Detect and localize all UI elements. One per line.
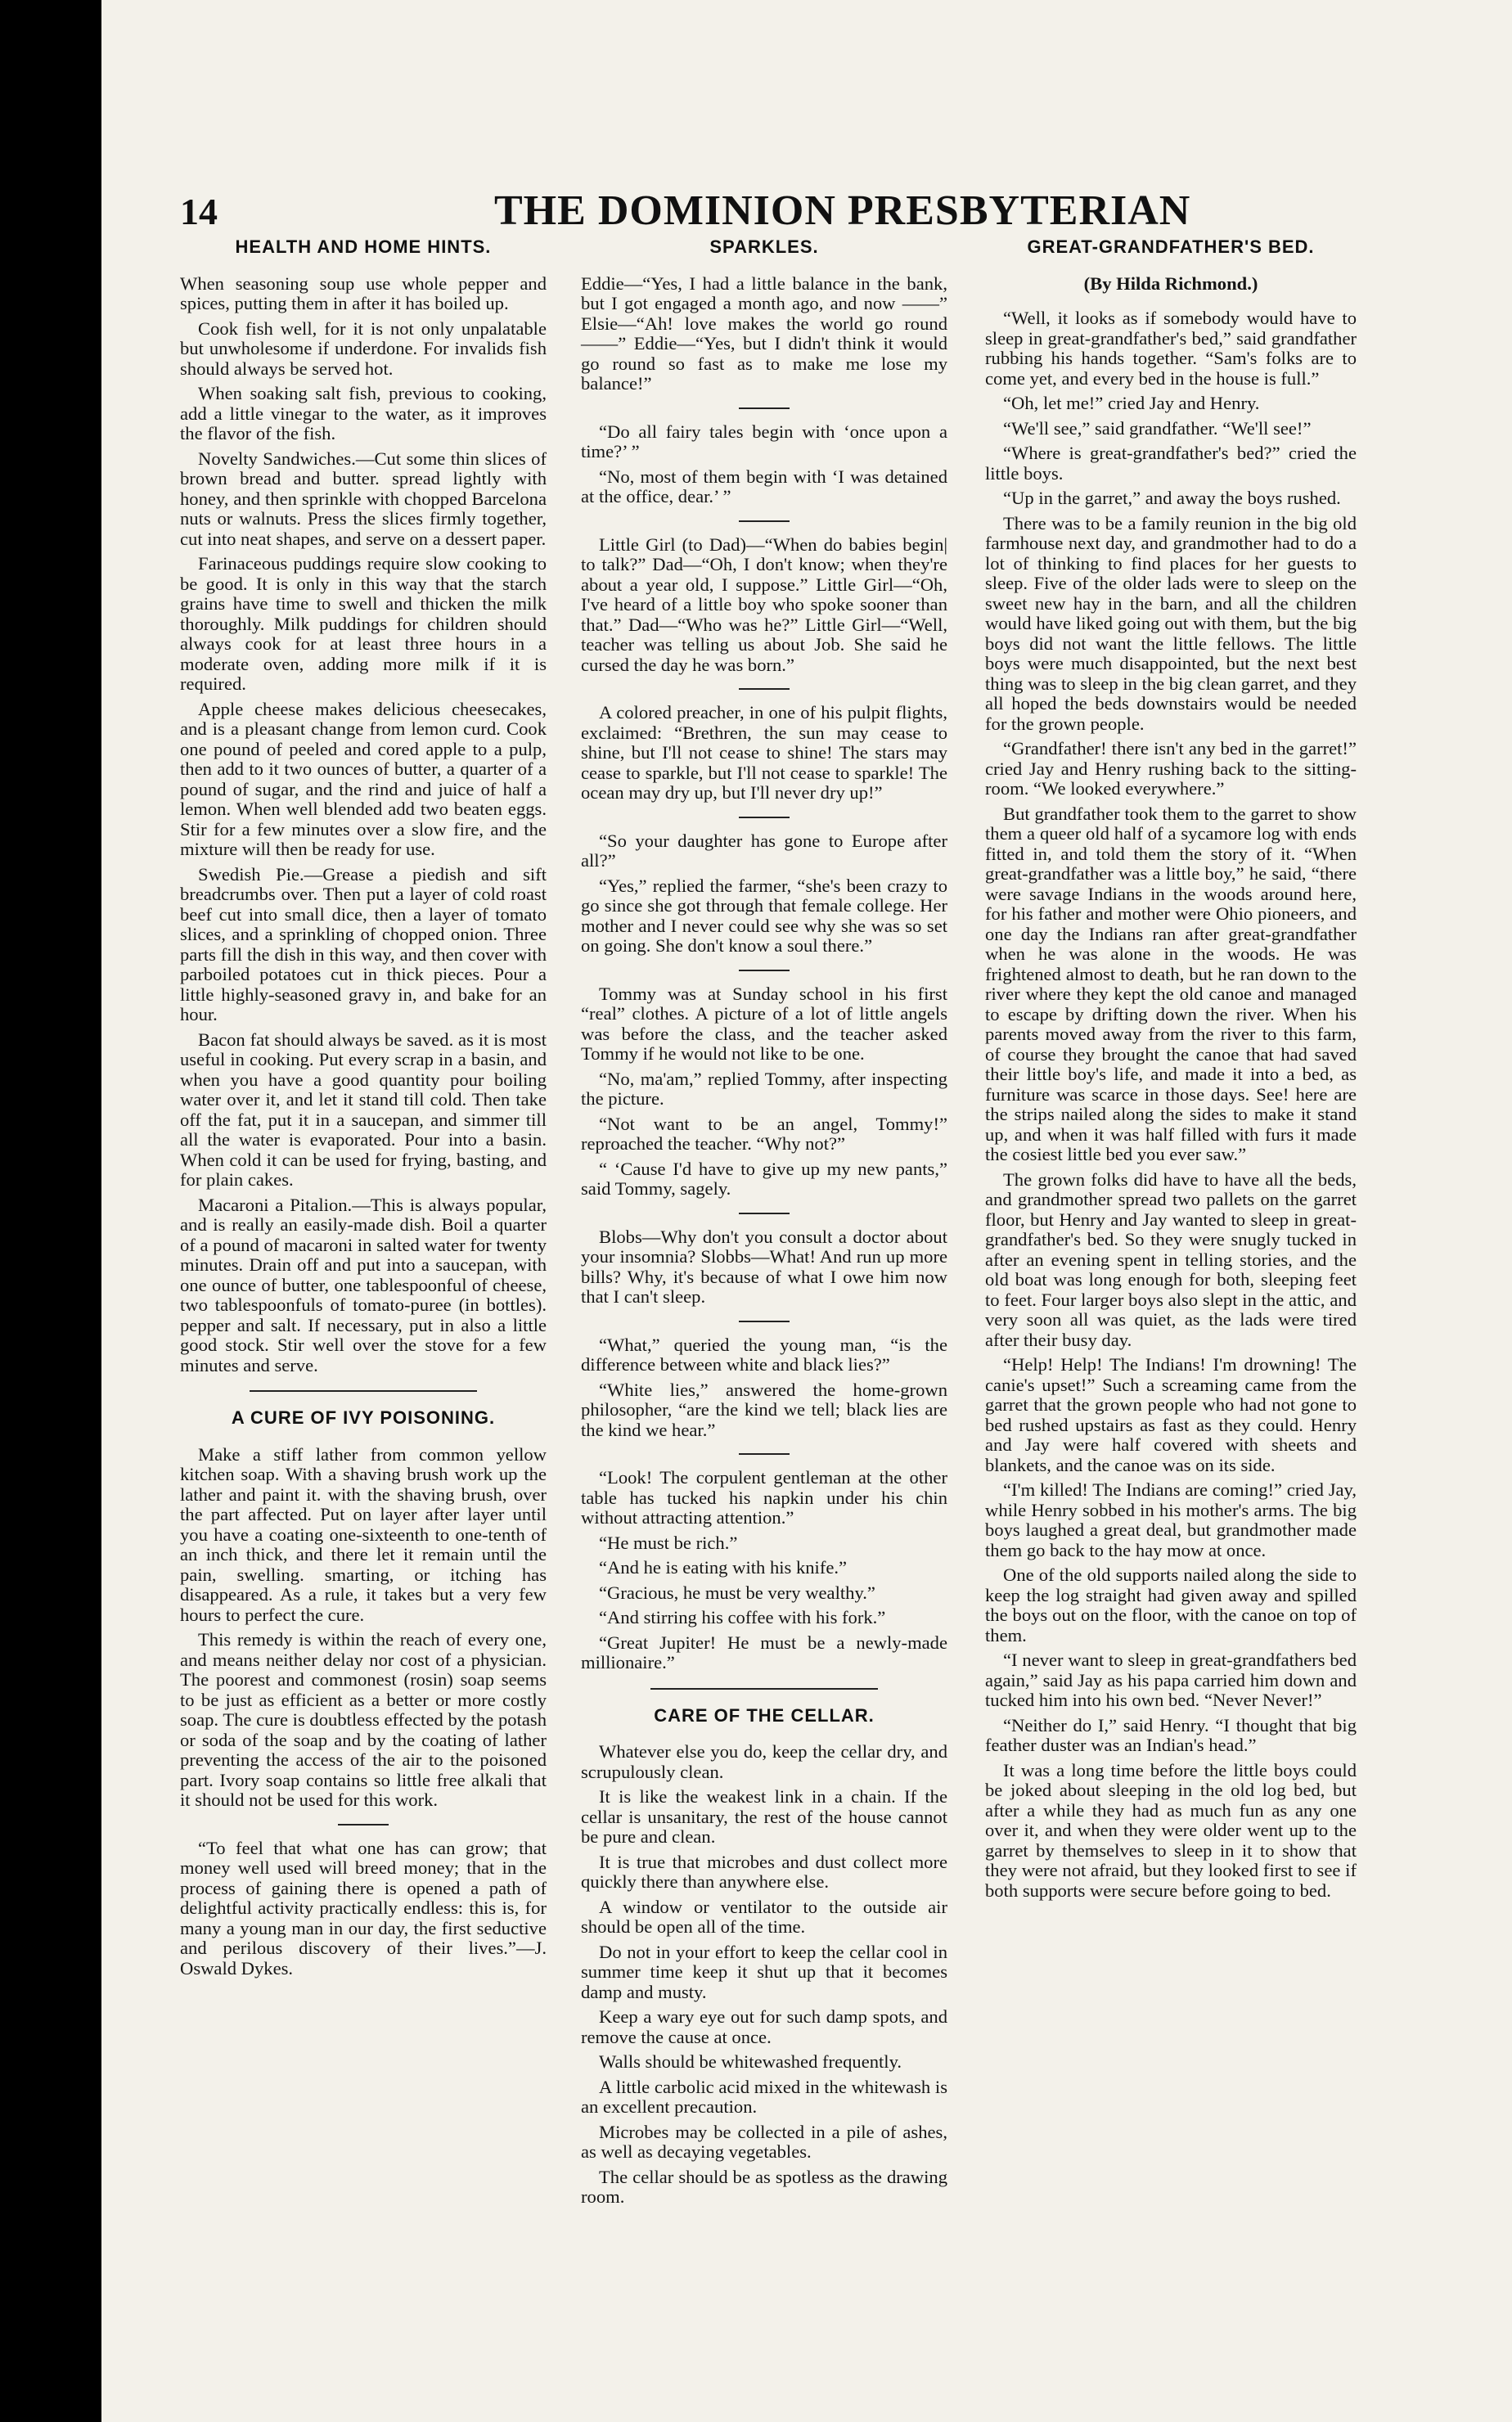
section-divider (650, 1688, 878, 1690)
sparkle-joke: “ ‘Cause I'd have to give up my new pants,” said Tommy, sagely. (581, 1158, 947, 1199)
page-number: 14 (180, 191, 218, 232)
story-paragraph: “I'm killed! The Indians are coming!” cried Jay, while Henry sobbed in his mother's arms. The big boys laughed a great deal, but grandmother made them go back to the hay mow at once. (985, 1479, 1357, 1560)
story-paragraph: “Help! Help! The Indians! I'm drowning! The canie's upset!” Such a screaming came from the garret that the grown people who had not gone to bed rushed upstairs as fast as they could. Henry and Jay were half covered with sheets and blankets, and the canoe was on its side. (985, 1354, 1357, 1475)
story-paragraph: It was a long time before the little boys could be joked about sleeping in the old log bed, but after a while they had as much fun as any one over it, and when they were older went up to the garret by themselves to sleep in it to show that they were not afraid, but they looked first to see if both supports were secure before going to bed. (985, 1759, 1357, 1901)
sparkle-joke: “Do all fairy tales begin with ‘once upon a time?’ ” (581, 421, 947, 461)
bed-heading: GREAT-GRANDFATHER'S BED. (1027, 236, 1315, 257)
health-paragraph: Apple cheese makes delicious cheesecakes, and is a pleasant change from lemon curd. Cook one pound of peeled and cored apple to a pulp, then add to it two ounces of butter, a quarter of a pound of sugar, and the rind and juice of half a lemon. When well blended add two beaten eggs. Stir for a few minutes over a slow fire, and the mixture will then be ready for use. (180, 698, 547, 859)
story-paragraph: The grown folks did have to have all the beds, and grandmother spread two pallets on the garret floor, but Henry and Jay wanted to sleep in great-grandfather's bed. So they were snugly tucked in after an evening spent in telling stories, and the old boat was long enough for both, sleeping feet to feet. Four larger boys also slept in the attic, and very soon all was quiet, as the lads were tired after their busy day. (985, 1168, 1357, 1350)
sparkle-joke: “Yes,” replied the farmer, “she's been crazy to go since she got through that female college. Her mother and I never could see why she was so set on going. She don't know a soul there.” (581, 875, 947, 956)
cellar-paragraph: Do not in your effort to keep the cellar cool in summer time keep it shut up that it becomes damp and musty. (581, 1941, 947, 2002)
cellar-paragraph: Microbes may be collected in a pile of ashes, as well as decaying vegetables. (581, 2121, 947, 2162)
story-paragraph: “Up in the garret,” and away the boys rushed. (1003, 488, 1341, 508)
sparkles-heading: SPARKLES. (709, 236, 819, 257)
sparkle-joke: “Great Jupiter! He must be a newly-made millionaire.” (581, 1632, 947, 1672)
item-divider (739, 970, 790, 971)
cellar-paragraph: It is true that microbes and dust collect more quickly there than anywhere else. (581, 1851, 947, 1892)
sparkle-joke: “No, ma'am,” replied Tommy, after inspecting the picture. (581, 1068, 947, 1109)
health-heading: HEALTH AND HOME HINTS. (235, 236, 492, 257)
cellar-heading: CARE OF THE CELLAR. (654, 1704, 875, 1726)
sparkle-joke: “Not want to be an angel, Tommy!” reproached the teacher. “Why not?” (581, 1113, 947, 1154)
sparkle-joke: Eddie—“Yes, I had a little balance in the bank, but I got engaged a month ago, and now ——” Elsie—“Ah! love makes the world go round——” Eddie—“Yes, but I didn't think it would go round so fast as to make me lose my balance!” (581, 272, 947, 394)
cellar-paragraph: Whatever else you do, keep the cellar dry, and scrupulously clean. (581, 1741, 947, 1782)
item-divider (739, 688, 790, 690)
sparkle-joke: “White lies,” answered the home-grown philosopher, “are the kind we tell; black lies are the kind we hear.” (581, 1379, 947, 1440)
cellar-paragraph: Keep a wary eye out for such damp spots, and remove the cause at once. (581, 2006, 947, 2047)
sparkle-joke: “He must be rich.” (599, 1532, 738, 1553)
cellar-paragraph: The cellar should be as spotless as the drawing room. (581, 2166, 947, 2207)
sparkle-joke: “No, most of them begin with ‘I was detained at the office, dear.’ ” (581, 466, 947, 506)
health-paragraph: Bacon fat should always be saved. as it is most useful in cooking. Put every scrap in a basin, and when you have a good quantity pour boiling water over it, and let it stand till cold. Then take off the fat, put it in a saucepan, and simmer till all the water is evaporated. Pour into a basin. When cold it can be used for frying, basting, and for plain cakes. (180, 1029, 547, 1190)
sparkle-joke: “So your daughter has gone to Europe after all?” (581, 830, 947, 871)
cellar-paragraph: A little carbolic acid mixed in the whitewash is an excellent precaution. (581, 2076, 947, 2117)
story-paragraph: “Grandfather! there isn't any bed in the garret!” cried Jay and Henry rushing back to the sitting-room. “We looked everywhere.” (985, 738, 1357, 799)
sparkle-joke: “What,” queried the young man, “is the difference between white and black lies?” (581, 1334, 947, 1375)
health-paragraph: When seasoning soup use whole pepper and spices, putting them in after it has boiled up. (180, 272, 547, 313)
story-paragraph: There was to be a family reunion in the big old farmhouse next day, and grandmother had to do a lot of thinking to find places for her guests to sleep. Five of the older lads were to sleep on the sweet new hay in the barn, and all the children would have liked going out with them, but the big boys did not want the little fellows. The little boys were much disappointed, but the next best thing was to sleep in the big clean garret, and they all hoped the beds downstairs would be needed for the grown people. (985, 512, 1357, 734)
health-paragraph: Farinaceous puddings require slow cooking to be good. It is only in this way that the starch grains have time to swell and thicken the milk thoroughly. Milk puddings for children should always cook for at least three hours in a moderate oven, adding more milk if it is required. (180, 553, 547, 694)
story-paragraph: But grandfather took them to the garret to show them a queer old half of a sycamore log with ends fitted in, and told them the story of it. “When great-grandfather was a little boy,” he said, “there were savage Indians in the woods around here, for his father and mother were Ohio pioneers, and one day the Indians ran after great-grandfather when he was alone in the woods. He was frightened almost to death, but he ran down to the river where they kept the old canoe and managed to escape by drifting down the river. When his parents moved away from the river to this farm, of course they brought the canoe that had saved their little boy's life, and made it into a bed, as furniture was scarce in those days. See! here are the strips nailed along the sides to make it stand up, and when it was half filled with furs it made the cosiest little bed you ever saw.” (985, 803, 1357, 1164)
cellar-paragraph: It is like the weakest link in a chain. If the cellar is unsanitary, the rest of the house cannot be pure and clean. (581, 1786, 947, 1847)
sparkle-joke: Blobs—Why don't you consult a doctor about your insomnia? Slobbs—What! And run up more bills? Why, it's because of what I owe him now that I can't sleep. (581, 1226, 947, 1307)
story-byline: (By Hilda Richmond.) (1083, 272, 1258, 294)
story-paragraph: One of the old supports nailed along the side to keep the log straight had given away and spilled the boys out on the floor, with the canoe on top of them. (985, 1564, 1357, 1645)
sparkle-joke: “Gracious, he must be very wealthy.” (599, 1582, 875, 1603)
cellar-paragraph: A window or ventilator to the outside air should be open all of the time. (581, 1896, 947, 1937)
story-paragraph: “I never want to sleep in great-grandfathers bed again,” said Jay as his papa carried him down and tucked him into his own bed. “Never Never!” (985, 1650, 1357, 1710)
ivy-paragraph: Make a stiff lather from common yellow kitchen soap. With a shaving brush work up the lather and paint it. with the shaving brush, over the part affected. Put on layer after layer until you have a coating one-sixteenth to one-tenth of an inch thick, and there let it remain until the pain, swelling. smarting, or itching has disappeared. As a rule, it takes but a very few hours to perfect the cure. (180, 1443, 547, 1625)
sparkle-joke: “And stirring his coffee with his fork.” (599, 1607, 886, 1627)
cellar-paragraph: Walls should be whitewashed frequently. (599, 2051, 902, 2072)
story-paragraph: “We'll see,” said grandfather. “We'll see!” (1003, 417, 1312, 439)
ivy-heading: A CURE OF IVY POISONING. (231, 1407, 496, 1428)
sparkle-joke: A colored preacher, in one of his pulpit flights, exclaimed: “Brethren, the sun may cease to shine, but I'll not cease to shine! The stars may cease to sparkle, but I'll not cease to sparkle! The ocean may dry up, but I'll never dry up!” (581, 702, 947, 803)
item-divider (739, 817, 790, 818)
health-paragraph: Cook fish well, for it is not only unpalatable but unwholesome if underdone. For invalids fish should always be served hot. (180, 317, 547, 379)
health-paragraph: When soaking salt fish, previous to cooking, add a little vinegar to the water, as it improves the flavor of the fish. (180, 383, 547, 443)
story-paragraph: “Oh, let me!” cried Jay and Henry. (1003, 393, 1260, 413)
item-divider (739, 407, 790, 409)
health-paragraph: Swedish Pie.—Grease a piedish and sift breadcrumbs over. Then put a layer of cold roast beef cut into small dice, then a layer of tomato slices, and a sprinkling of chopped onion. Three parts fill the dish in this way, and then cover with parboiled potatoes cut in thick pieces. Pour a little highly-seasoned gravy in, and bake for an hour. (180, 863, 547, 1024)
story-paragraph: “Well, it looks as if somebody would have to sleep in great-grandfather's bed,” said grandfather rubbing his hands together. “Sam's folks are to come yet, and every bed in the house is full.” (985, 308, 1357, 389)
sparkle-joke: Little Girl (to Dad)—“When do babies begin| to talk?” Dad—“Oh, I don't know; when they're about a year old, I suppose.” Little Girl—“Oh, I've heard of a little boy who spoke sooner than that.” Dad—“Who was he?” Little Girl—“Well, teacher was telling us about Job. She said he cursed the day he was born.” (581, 533, 947, 675)
item-divider (739, 1213, 790, 1214)
item-divider (739, 1453, 790, 1455)
sparkle-joke: “And he is eating with his knife.” (599, 1557, 848, 1578)
masthead-title: THE DOMINION PRESBYTERIAN (494, 187, 1191, 234)
item-divider (739, 1321, 790, 1322)
health-paragraph: Novelty Sandwiches.—Cut some thin slices of brown bread and butter. spread lightly with honey, and then sprinkle with chopped Barcelona nuts or walnuts. Press the slices firmly together, cut into neat shapes, and serve on a dessert paper. (180, 448, 547, 549)
section-divider (250, 1390, 477, 1392)
newspaper-page (101, 0, 1512, 2422)
story-paragraph: “Neither do I,” said Henry. “I thought that big feather duster was an Indian's head.” (985, 1714, 1357, 1755)
story-paragraph: “Where is great-grandfather's bed?” cried the little boys. (985, 443, 1357, 484)
column-middle (581, 237, 947, 2213)
sparkle-joke: Tommy was at Sunday school in his first “real” clothes. A picture of a lot of little angels was before the class, and the teacher asked Tommy if he would not like to be one. (581, 983, 947, 1064)
health-paragraph: Macaroni a Pitalion.—This is always popular, and is really an easily-made dish. Boil a quarter of a pound of macaroni in salted water for twenty minutes. Drain off and put into a saucepan, with one ounce of butter, one tablespoonful of cheese, two tablespoonfuls of tomato-puree (in bottles). pepper and salt. If necessary, put in also a little good stock. Stir well over the stove for a few minutes and serve. (180, 1194, 547, 1375)
item-divider (739, 520, 790, 522)
ivy-paragraph: This remedy is within the reach of every one, and means neither delay nor cost of a physician. The poorest and commonest (rosin) soap seems to be just as efficient as a better or more costly soap. The cure is doubtless effected by the potash or soda of the soap and by the coating of lather preventing the access of the air to the poisoned part. Ivory soap contains so little free alkali that it should not be used for this work. (180, 1629, 547, 1810)
column-right (985, 237, 1357, 1906)
column-left (180, 237, 547, 1983)
sparkle-joke: “Look! The corpulent gentleman at the other table has tucked his napkin under his chin without attracting attention.” (581, 1467, 947, 1528)
quote-paragraph: “To feel that what one has can grow; that money well used will breed money; that in the process of gaining there is opened a path of delightful activity practically endless: this is, for many a young man in our day, the first seductive and perilous discovery of their lives.”—J. Oswald Dykes. (180, 1837, 547, 1979)
item-divider (338, 1824, 389, 1826)
